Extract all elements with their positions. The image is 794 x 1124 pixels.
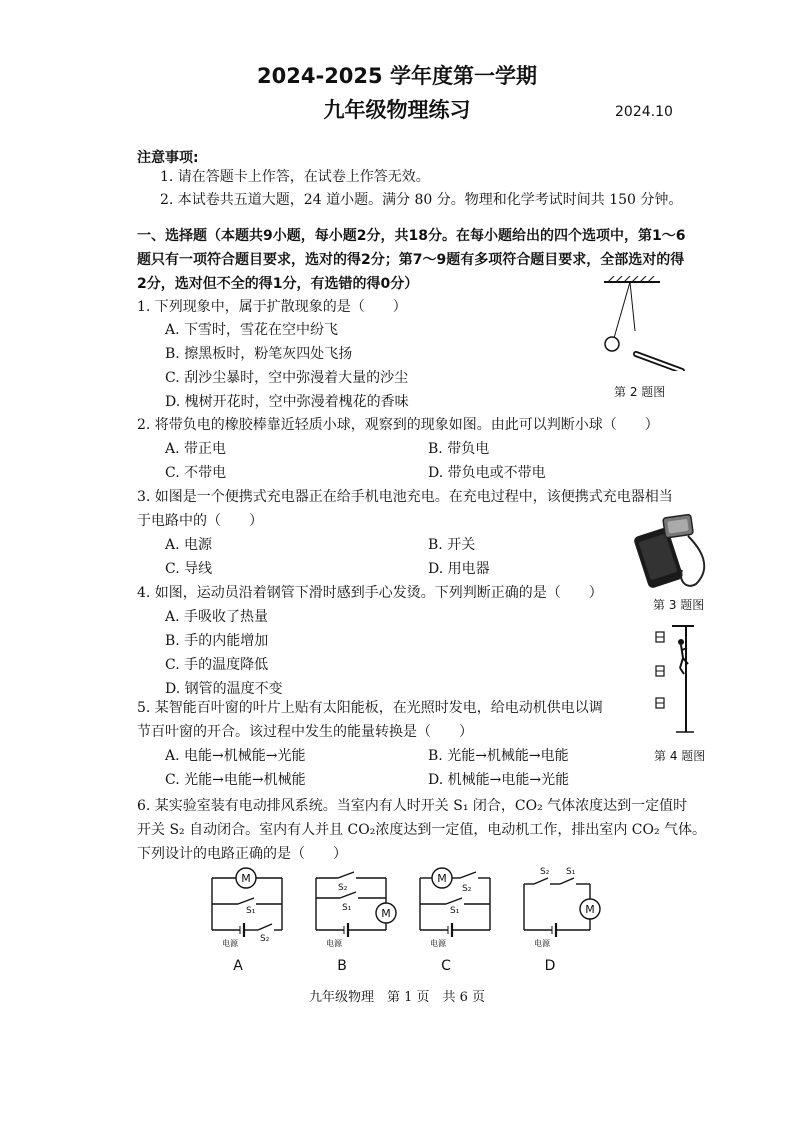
q2-option-d: D. 带负电或不带电 <box>428 465 546 481</box>
fig4-caption: 第 4 题图 <box>654 749 706 763</box>
motor-d-label: M <box>585 903 595 916</box>
fig2-caption: 第 2 题图 <box>614 385 666 399</box>
motor-a-label: M <box>241 872 251 885</box>
q2-option-b: B. 带负电 <box>428 441 490 457</box>
q3-stem-line-2: 于电路中的（ ） <box>137 513 263 529</box>
q4-option-b: B. 手的内能增加 <box>165 633 269 649</box>
q3-option-c: C. 导线 <box>165 561 213 577</box>
circuit-c <box>420 872 490 937</box>
exam-title-subject: 九年级物理练习 <box>323 98 471 122</box>
section1-line-1: 一、选择题（本题共9小题，每小题2分，共18分。在每小题给出的四个选项中，第1～6 <box>137 228 686 244</box>
exam-title-term: 2024-2025 学年度第一学期 <box>257 64 537 88</box>
q5-option-a: A. 电能→机械能→光能 <box>165 748 306 764</box>
circuit-d-s2: S₂ <box>540 867 550 877</box>
circuit-b-s1: S₁ <box>342 903 352 913</box>
q2-option-c: C. 不带电 <box>165 465 227 481</box>
note-item-2: 2. 本试卷共五道大题，24 道小题。满分 80 分。物理和化学考试时间共 150 分钟。 <box>160 192 683 208</box>
q1-option-c: C. 刮沙尘暴时，空中弥漫着大量的沙尘 <box>165 370 409 386</box>
circuit-label-a: A <box>233 958 243 974</box>
q3-option-d: D. 用电器 <box>428 561 490 577</box>
fig4-pole-slide-diagram <box>650 624 698 736</box>
q4-option-c: C. 手的温度降低 <box>165 657 269 673</box>
q4-option-d: D. 钢管的温度不变 <box>165 681 283 697</box>
circuit-label-b: B <box>337 958 347 974</box>
q4-option-a: A. 手吸收了热量 <box>165 609 269 625</box>
q5-option-d: D. 机械能→电能→光能 <box>428 772 570 788</box>
q6-stem-line-3: 下列设计的电路正确的是（ ） <box>137 846 347 862</box>
fig2-pendulum-diagram <box>598 276 690 371</box>
q3-option-a: A. 电源 <box>165 537 213 553</box>
q1-option-a: A. 下雪时，雪花在空中纷飞 <box>165 322 339 338</box>
section1-line-3: 2分，选对但不全的得1分，有选错的得0分） <box>137 276 419 292</box>
circuit-b-power: 电源 <box>326 939 342 948</box>
q3-stem-line-1: 3. 如图是一个便携式充电器正在给手机电池充电。在充电过程中，该便携式充电器相当 <box>137 489 673 505</box>
circuit-a-s1: S₁ <box>246 906 256 916</box>
q5-stem-line-1: 5. 某智能百叶窗的叶片上贴有太阳能板，在光照时发电，给电动机供电以调 <box>137 700 603 716</box>
exam-date: 2024.10 <box>615 104 673 120</box>
q6-stem-line-1: 6. 某实验室装有电动排风系统。当室内有人时开关 S₁ 闭合，CO₂ 气体浓度达到一定值时 <box>137 798 688 814</box>
circuit-b-s2: S₂ <box>338 883 348 893</box>
section1-line-2: 题只有一项符合题目要求，选对的得2分；第7～9题有多项符合题目要求，全部选对的得 <box>137 252 685 268</box>
circuit-a-s2: S₂ <box>260 934 270 944</box>
circuit-c-power: 电源 <box>430 939 446 948</box>
q1-stem: 1. 下列现象中，属于扩散现象的是（ ） <box>137 299 407 315</box>
q1-option-b: B. 擦黑板时，粉笔灰四处飞扬 <box>165 346 353 362</box>
q2-option-a: A. 带正电 <box>165 441 227 457</box>
motor-b-label: M <box>381 907 391 920</box>
q3-option-b: B. 开关 <box>428 537 476 553</box>
circuit-d-s1: S₁ <box>566 867 576 877</box>
notes-heading: 注意事项: <box>137 150 199 166</box>
q1-option-d: D. 槐树开花时，空中弥漫着槐花的香味 <box>165 394 409 410</box>
q5-stem-line-2: 节百叶窗的开合。该过程中发生的能量转换是（ ） <box>137 724 473 740</box>
circuit-c-s2: S₂ <box>462 884 472 894</box>
q6-circuit-options <box>200 860 620 978</box>
q6-stem-line-2: 开关 S₂ 自动闭合。室内有人并且 CO₂浓度达到一定值，电动机工作，排出室内 CO₂ 气体。 <box>137 822 707 838</box>
circuit-d-power: 电源 <box>534 939 550 948</box>
fig3-charger-phone-photo <box>630 510 714 592</box>
note-item-1: 1. 请在答题卡上作答，在试卷上作答无效。 <box>160 169 430 185</box>
circuit-label-d: D <box>544 958 556 974</box>
q4-stem: 4. 如图，运动员沿着钢管下滑时感到手心发烫。下列判断正确的是（ ） <box>137 585 603 601</box>
motor-c-label: M <box>437 872 447 885</box>
circuit-c-s1: S₁ <box>450 906 460 916</box>
page-footer: 九年级物理 第 1 页 共 6 页 <box>308 990 486 1005</box>
circuit-label-c: C <box>441 958 451 974</box>
fig3-caption: 第 3 题图 <box>653 598 705 612</box>
q2-stem: 2. 将带负电的橡胶棒靠近轻质小球，观察到的现象如图。由此可以判断小球（ ） <box>137 417 659 433</box>
q5-option-c: C. 光能→电能→机械能 <box>165 772 306 788</box>
q5-option-b: B. 光能→机械能→电能 <box>428 748 569 764</box>
circuit-a-power: 电源 <box>222 939 238 948</box>
